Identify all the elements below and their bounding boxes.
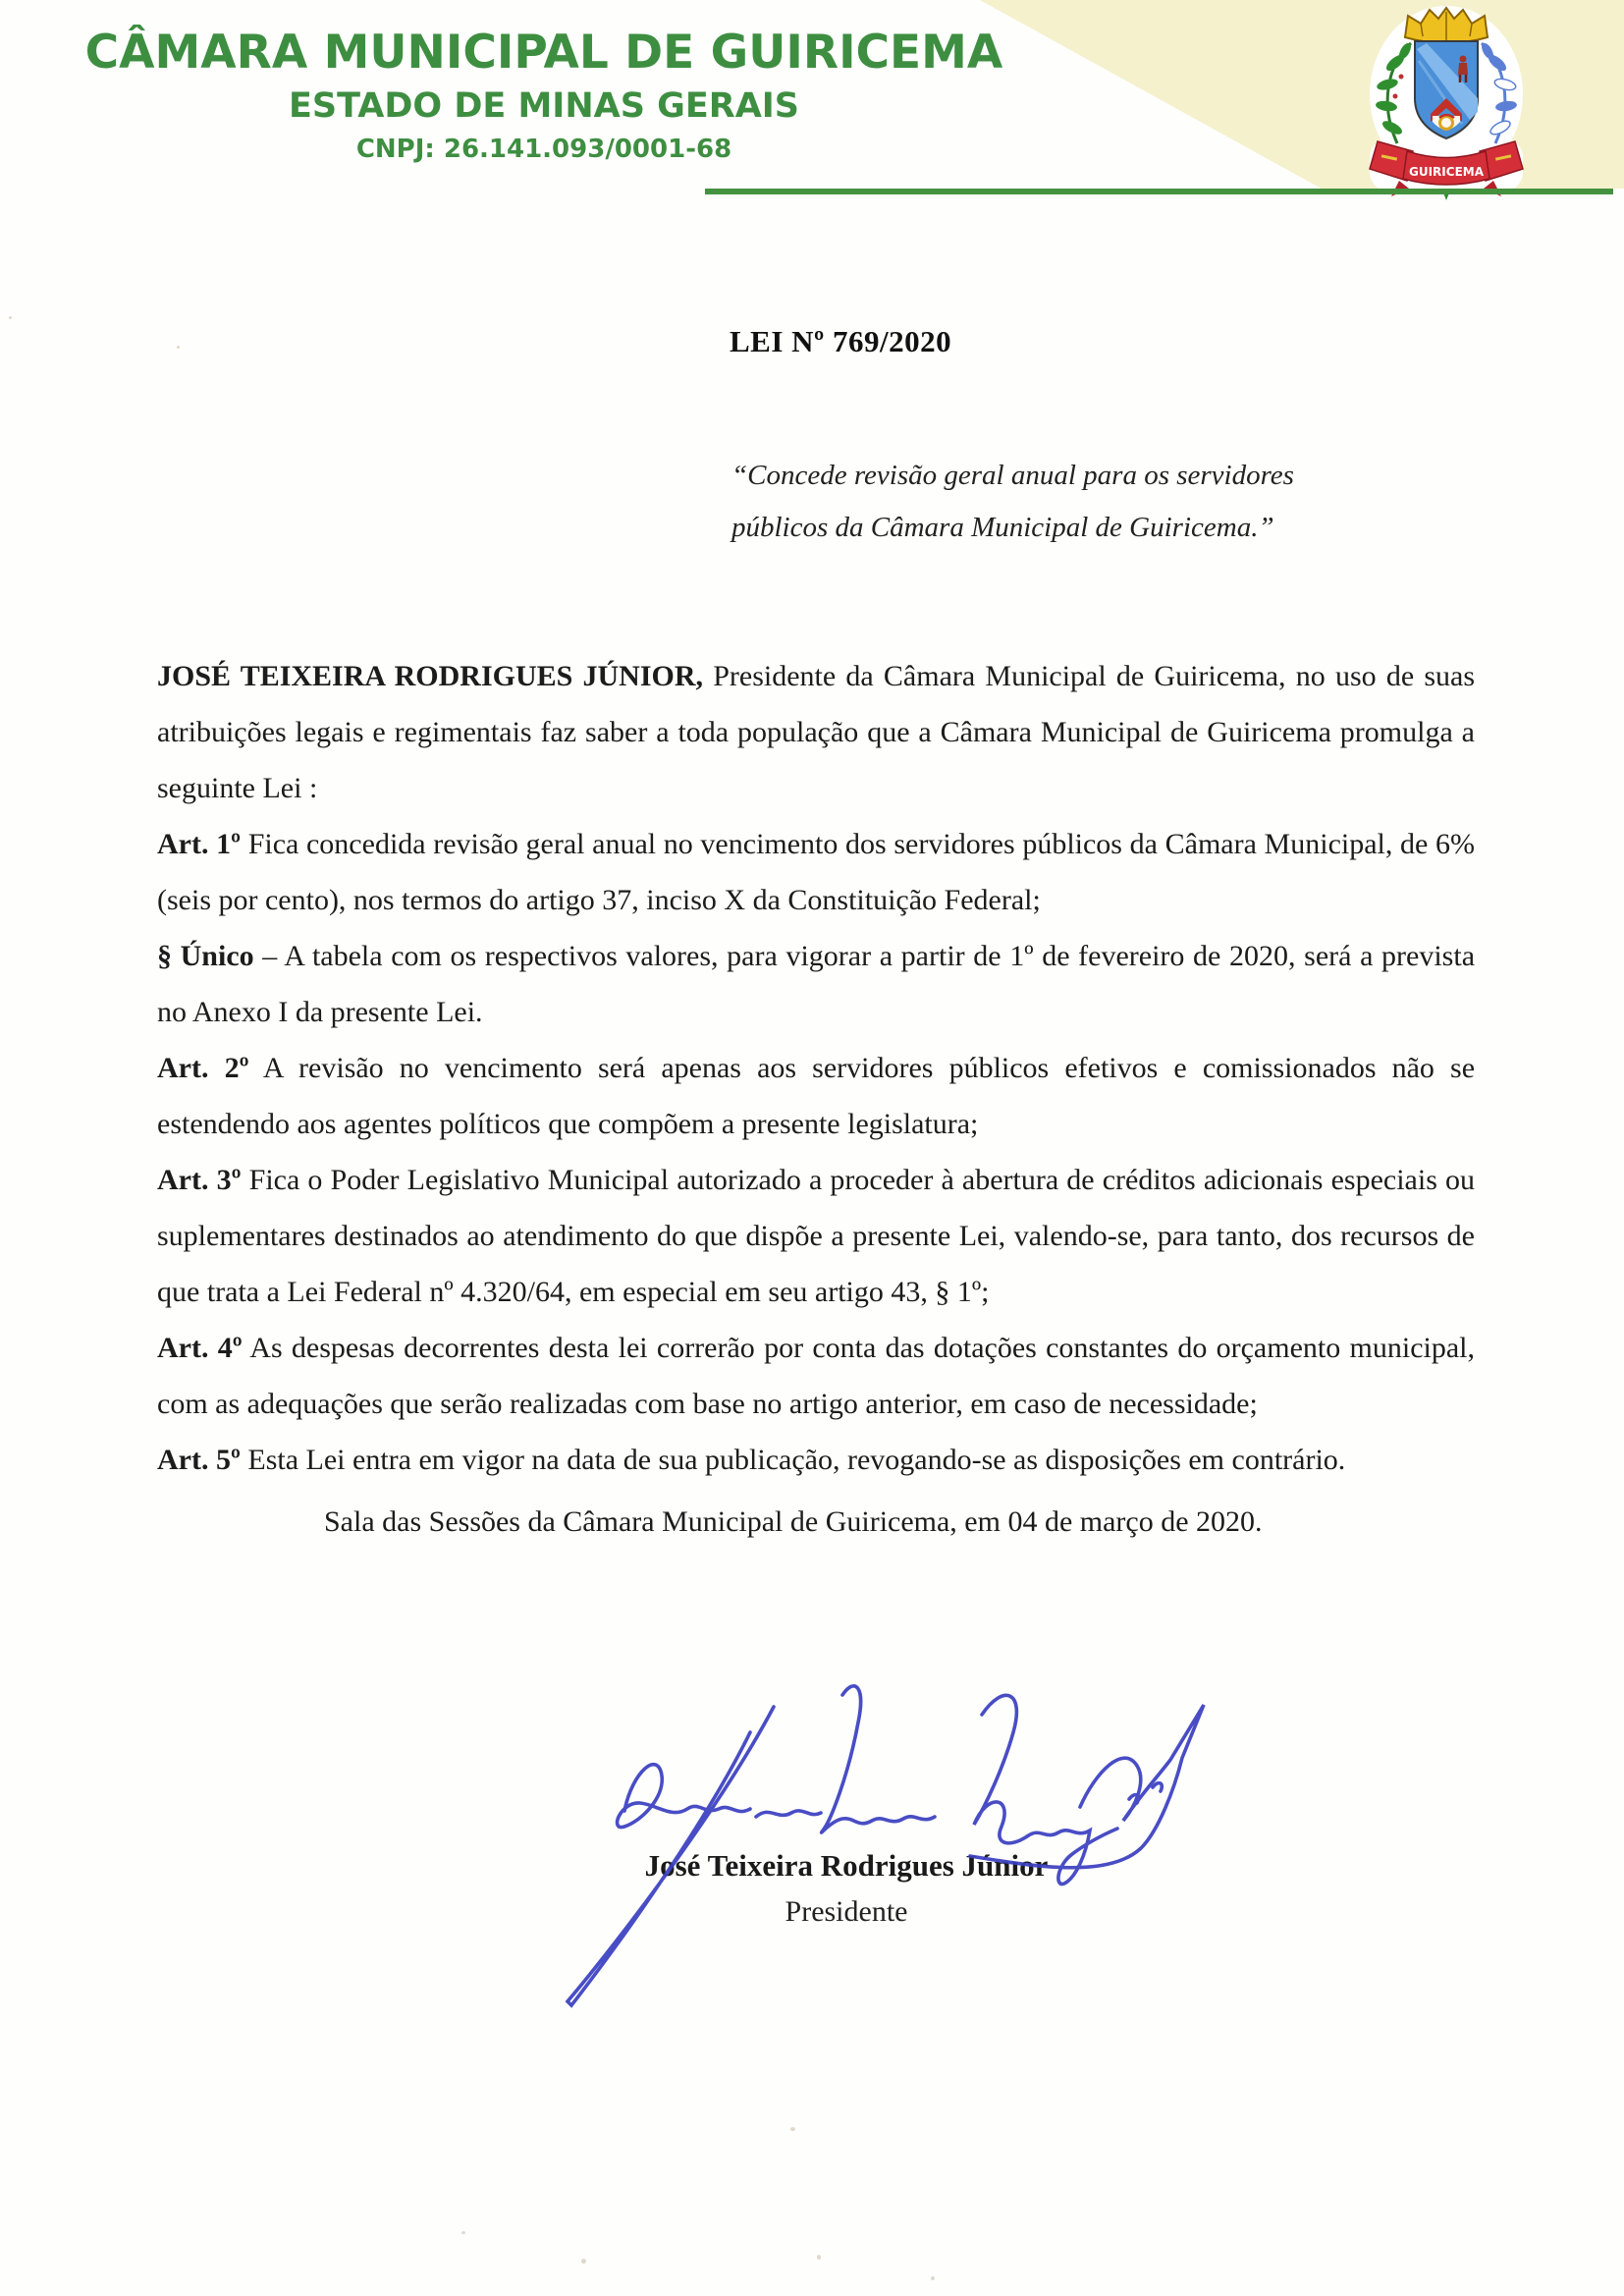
signatory-name: José Teixeira Rodrigues Júnior — [644, 1848, 1049, 1883]
scan-speck — [177, 346, 180, 349]
paragraph-text: As despesas decorrentes desta lei correrão por conta das dotações constantes do orçamento municipal, com as adequações que serão realizadas com base no artigo anterior, em caso de necessidade; — [157, 1332, 1475, 1420]
law-title: LEI Nº 769/2020 — [730, 324, 952, 358]
paragraph-text: – A tabela com os respectivos valores, para vigorar a partir de 1º de fevereiro de 2020, será a prevista no Anexo I da presente Lei. — [157, 940, 1476, 1028]
paragraph-text: Fica o Poder Legislativo Municipal autorizado a proceder à abertura de créditos adicionais especiais ou suplementares destinados ao atendimento do que dispõe a presente Lei, valendo-se, para tanto, dos recursos de que trata a Lei Federal nº 4.320/64, em especial em seu artigo 43, § 1º; — [157, 1164, 1475, 1308]
paragraph-text: Fica concedida revisão geral anual no vencimento dos servidores públicos da Câmara Municipal, de 6% (seis por cento), nos termos do artigo 37, inciso X da Constituição Federal; — [157, 828, 1475, 916]
sole-paragraph — [157, 928, 1475, 1040]
article-5 — [157, 1432, 1475, 1488]
epigraph — [731, 450, 1399, 554]
scan-speck — [817, 2255, 821, 2260]
scan-speck — [461, 2231, 465, 2234]
epigraph-line-2: públicos da Câmara Municipal de Guiricema.” — [731, 512, 1274, 543]
municipal-coat-of-arms-icon — [1356, 4, 1537, 200]
crest-ribbon-label: GUIRICEMA — [1409, 165, 1484, 179]
signature-block — [483, 1842, 1210, 1936]
paragraph-text: Esta Lei entra em vigor na data de sua publicação, revogando-se as disposições em contrário. — [240, 1444, 1346, 1476]
paragraph-text: A revisão no vencimento será apenas aos servidores públicos efetivos e comissionados não se estendendo aos agentes políticos que compõem a presente legislatura; — [157, 1052, 1476, 1140]
article-4 — [157, 1320, 1475, 1432]
article-3 — [157, 1152, 1475, 1320]
signatory-name-lead: JOSÉ TEIXEIRA RODRIGUES JÚNIOR, — [157, 660, 704, 692]
cnpj-number: CNPJ: 26.141.093/0001-68 — [355, 135, 732, 164]
article-2 — [157, 1040, 1475, 1152]
signatory-role: Presidente — [785, 1895, 908, 1929]
scan-speck — [9, 316, 12, 319]
article-1 — [157, 816, 1475, 928]
article-5-label: Art. 5º — [157, 1444, 241, 1476]
sole-paragraph-label: § Único — [157, 940, 254, 972]
header-divider-rule — [705, 189, 1613, 194]
state-name: ESTADO DE MINAS GERAIS — [288, 86, 800, 126]
paragraph-text: Presidente da Câmara Municipal de Guiricema, no uso de suas atribuições legais e regimentais faz saber a toda população que a Câmara Municipal de Guiricema promulga a seguinte Lei : — [157, 660, 1476, 804]
scan-speck — [790, 2127, 795, 2131]
scan-speck — [581, 2259, 586, 2264]
article-1-label: Art. 1º — [157, 828, 242, 860]
scan-speck — [931, 2276, 935, 2280]
article-4-label: Art. 4º — [157, 1332, 243, 1364]
article-2-label: Art. 2º — [157, 1052, 249, 1084]
closing-line: Sala das Sessões da Câmara Municipal de Guiricema, em 04 de março de 2020. — [324, 1505, 1263, 1538]
org-name: CÂMARA MUNICIPAL DE GUIRICEMA — [84, 26, 1003, 80]
epigraph-line-1: “Concede revisão geral anual para os servidores — [731, 460, 1294, 491]
law-body — [157, 648, 1475, 1550]
article-3-label: Art. 3º — [157, 1164, 242, 1196]
letterhead — [57, 26, 1031, 164]
preamble-paragraph — [157, 648, 1475, 816]
